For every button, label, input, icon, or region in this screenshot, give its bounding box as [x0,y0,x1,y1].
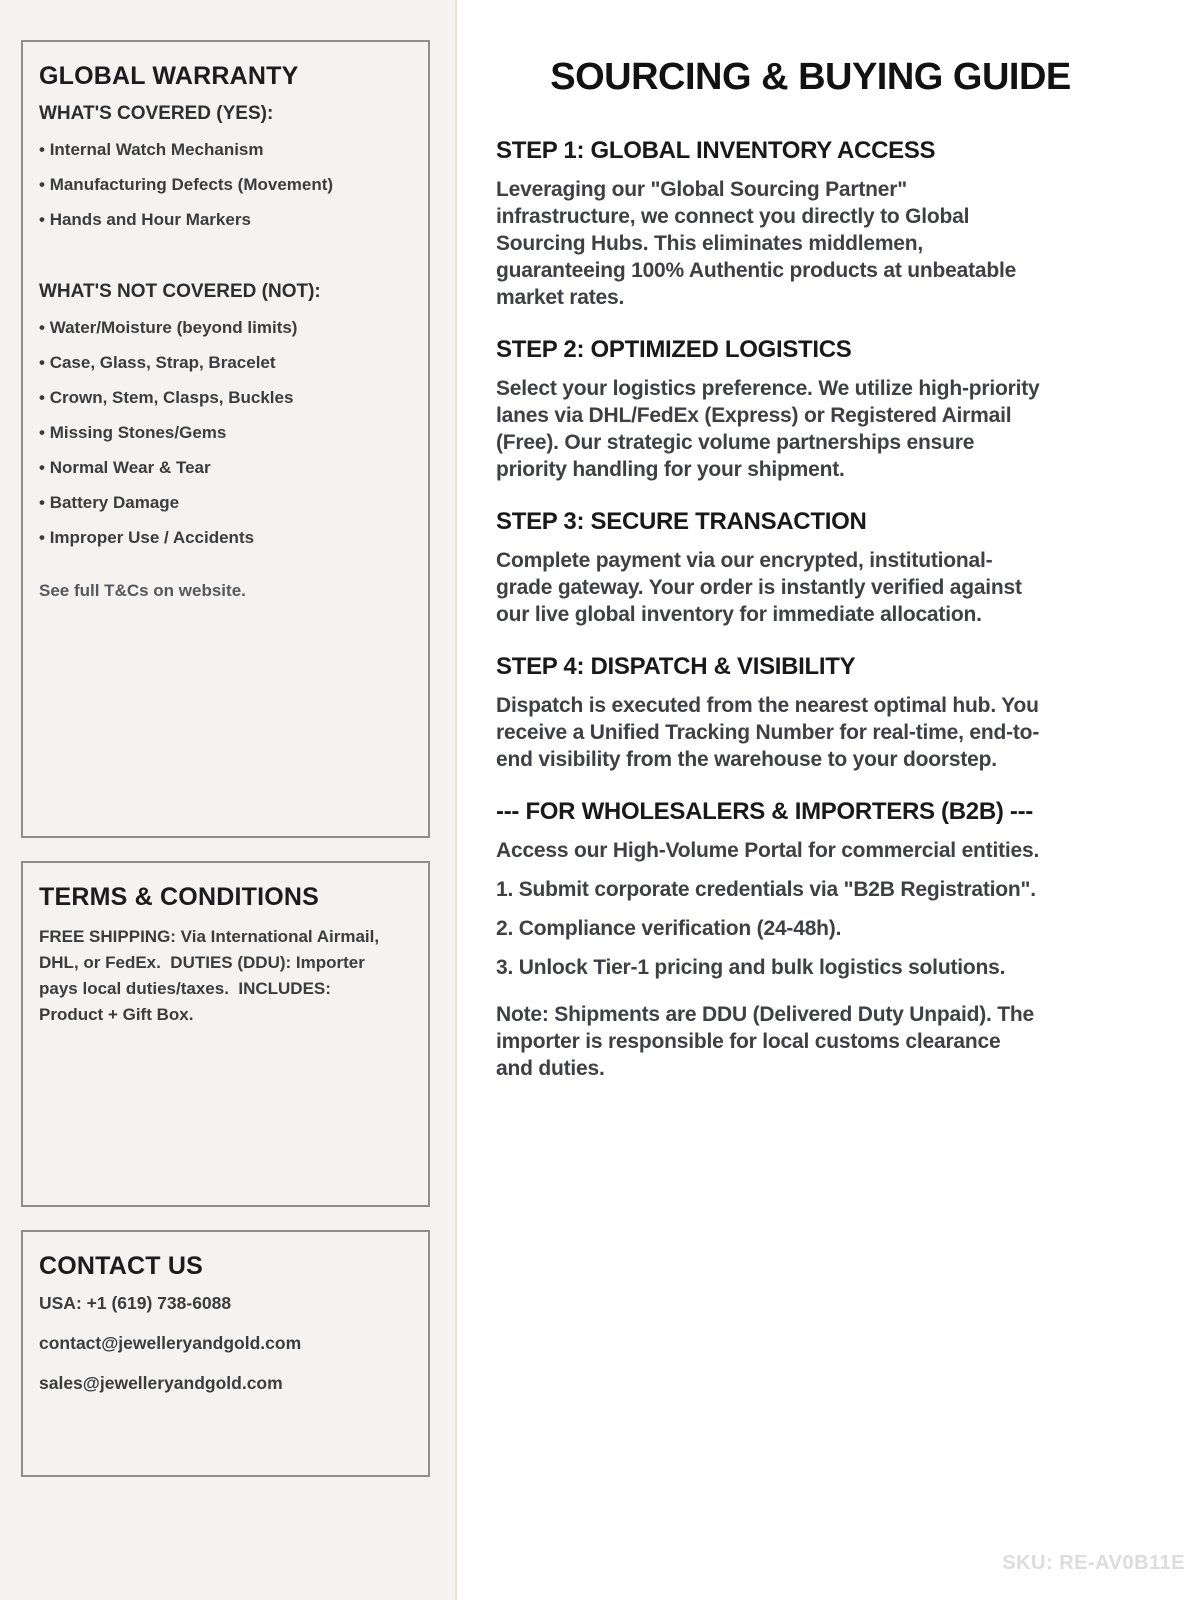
step-4-section [496,654,1125,773]
step-3-heading: STEP 3: SECURE TRANSACTION [496,508,867,535]
step-4-body: Dispatch is executed from the nearest optimal hub. You receive a Unified Tracking Number for real-time, end-to-end visibility from the warehouse to your doorstep. [496,694,1040,771]
not-covered-list [39,319,412,547]
terms-panel-title: TERMS & CONDITIONS [39,883,319,911]
contact-email: contact@jewelleryandgold.com [39,1333,302,1353]
b2b-section [496,799,1125,1082]
not-covered-item: • Missing Stones/Gems [39,424,412,442]
covered-heading: WHAT'S COVERED (YES): [39,103,274,124]
not-covered-heading: WHAT'S NOT COVERED (NOT): [39,281,321,302]
covered-item: • Hands and Hour Markers [39,211,412,229]
b2b-intro: Access our High-Volume Portal for commercial entities. [496,839,1040,862]
terms-conditions-panel [21,861,430,1207]
not-covered-item: • Normal Wear & Tear [39,459,412,477]
warranty-panel-title: GLOBAL WARRANTY [39,62,299,90]
step-2-body: Select your logistics preference. We utilize high-priority lanes via DHL/FedEx (Express) or Registered Airmail (Free). Our strategic volume partnerships ensure priority handling for your shipment. [496,377,1040,481]
step-2-section [496,337,1125,483]
step-3-section [496,509,1125,628]
contact-us-panel [21,1230,430,1477]
b2b-note: Note: Shipments are DDU (Delivered Duty Unpaid). The importer is responsible for local customs clearance and duties. [496,1003,1035,1080]
contact-panel-title: CONTACT US [39,1252,204,1280]
terms-body: FREE SHIPPING: Via International Airmail, DHL, or FedEx. DUTIES (DDU): Importer pays local duties/taxes. INCLUDES: Product + Gift Box. [39,927,384,1024]
covered-item: • Manufacturing Defects (Movement) [39,176,412,194]
not-covered-item: • Improper Use / Accidents [39,529,412,547]
sku-label: SKU: RE-AV0B11E [1002,1552,1185,1574]
not-covered-item: • Crown, Stem, Clasps, Buckles [39,389,412,407]
not-covered-item: • Case, Glass, Strap, Bracelet [39,354,412,372]
b2b-heading: --- FOR WHOLESALERS & IMPORTERS (B2B) --- [496,798,1033,825]
not-covered-item: • Water/Moisture (beyond limits) [39,319,412,337]
page-title: SOURCING & BUYING GUIDE [550,56,1071,98]
step-3-body: Complete payment via our encrypted, institutional-grade gateway. Your order is instantly verified against our live global inventory for immediate allocation. [496,549,1022,626]
warranty-footnote: See full T&Cs on website. [39,581,246,600]
covered-item: • Internal Watch Mechanism [39,141,412,159]
step-1-body: Leveraging our "Global Sourcing Partner" infrastructure, we connect you directly to Global Sourcing Hubs. This eliminates middlemen, guaranteeing 100% Authentic products at unbeatable market rates. [496,178,1017,309]
step-4-heading: STEP 4: DISPATCH & VISIBILITY [496,653,856,680]
sales-email: sales@jewelleryandgold.com [39,1373,283,1393]
global-warranty-panel [21,40,430,838]
step-2-heading: STEP 2: OPTIMIZED LOGISTICS [496,336,852,363]
step-1-section [496,138,1125,311]
contact-phone: USA: +1 (619) 738-6088 [39,1293,232,1313]
not-covered-item: • Battery Damage [39,494,412,512]
sidebar [0,0,457,1600]
covered-list [39,141,412,229]
main-content [459,0,1200,1600]
b2b-item: 2. Compliance verification (24-48h). [496,917,842,940]
b2b-item: 1. Submit corporate credentials via "B2B Registration". [496,878,1036,901]
b2b-item: 3. Unlock Tier-1 pricing and bulk logistics solutions. [496,956,1006,979]
step-1-heading: STEP 1: GLOBAL INVENTORY ACCESS [496,137,936,164]
